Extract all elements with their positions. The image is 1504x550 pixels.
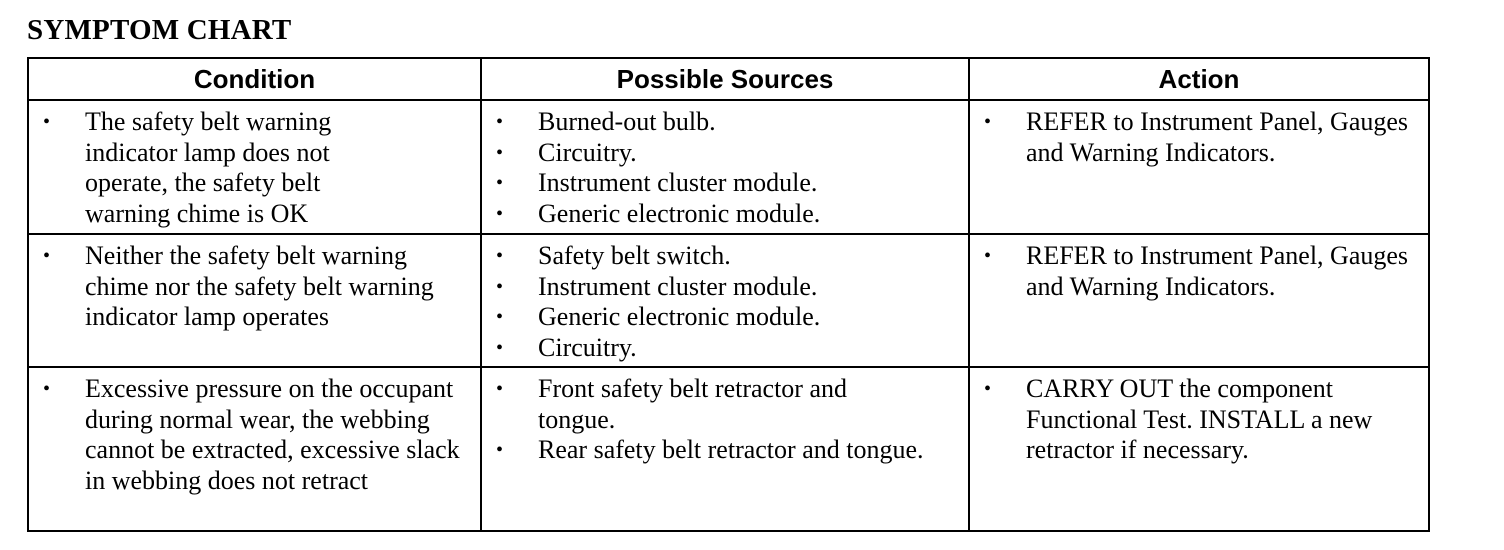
header-row xyxy=(28,58,1429,100)
table-row xyxy=(28,367,1429,531)
action-item: • REFER to Instrument Panel, Gauges and Warning Indicators. xyxy=(984,241,1421,302)
source-item: • Front safety belt retractor and tongue. xyxy=(496,374,928,435)
source-item: • Instrument cluster module. xyxy=(496,168,964,199)
action-cell xyxy=(969,367,1429,531)
column-header-condition: Condition xyxy=(28,58,481,100)
source-item: • Circuitry. xyxy=(496,138,964,169)
action-cell xyxy=(969,100,1429,234)
source-item: • Safety belt switch. xyxy=(496,241,964,272)
column-header-possible-sources: Possible Sources xyxy=(481,58,969,100)
source-item: • Instrument cluster module. xyxy=(496,272,964,303)
source-item: • Generic electronic module. xyxy=(496,302,964,333)
symptom-chart-table xyxy=(27,57,1430,532)
column-header-action: Action xyxy=(969,58,1429,100)
action-item: • REFER to Instrument Panel, Gauges and Warning Indicators. xyxy=(984,107,1421,168)
source-item: • Generic electronic module. xyxy=(496,199,964,230)
chart-title: SYMPTOM CHART xyxy=(27,14,292,46)
table-row xyxy=(28,100,1429,234)
sources-cell xyxy=(481,100,969,234)
sources-cell xyxy=(481,367,969,531)
condition-cell xyxy=(28,234,481,367)
source-item: • Burned-out bulb. xyxy=(496,107,964,138)
sources-cell xyxy=(481,234,969,367)
table-row xyxy=(28,234,1429,367)
condition-item: • Excessive pressure on the occupant during normal wear, the webbing cannot be extracted, excessive slack in webbing does not retract xyxy=(43,374,475,496)
source-item: • Circuitry. xyxy=(496,333,964,364)
condition-cell xyxy=(28,367,481,531)
action-cell xyxy=(969,234,1429,367)
condition-item: • Neither the safety belt warning chime nor the safety belt warning indicator lamp operates xyxy=(43,241,465,333)
condition-item: • The safety belt warning indicator lamp does not operate, the safety belt warning chime is OK xyxy=(43,107,405,229)
condition-cell xyxy=(28,100,481,234)
action-item: • CARRY OUT the component Functional Test. INSTALL a new retractor if necessary. xyxy=(984,374,1406,466)
source-item: • Rear safety belt retractor and tongue. xyxy=(496,435,928,466)
